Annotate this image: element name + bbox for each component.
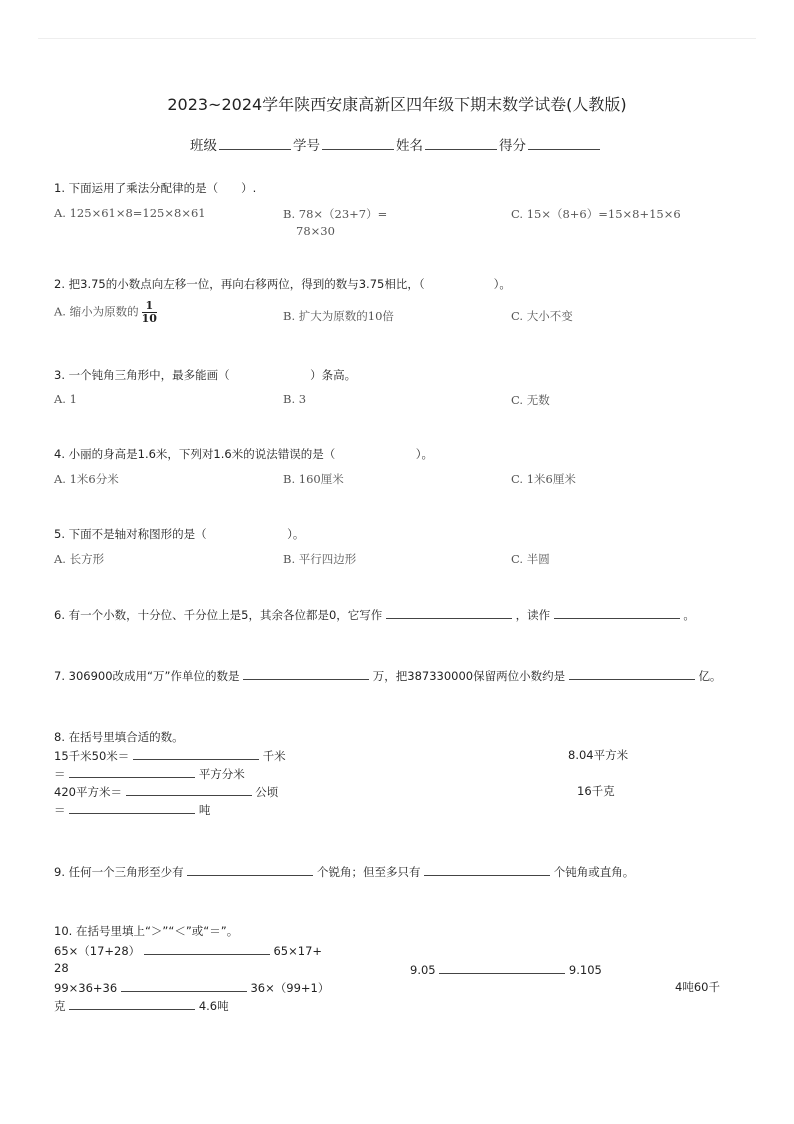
question-1-option-a[interactable]: A. 125×61×8=125×8×61 [54, 206, 206, 220]
question-5-stem: 5. 下面不是轴对称图形的是（ ）。 [54, 527, 305, 541]
question-10-row-2 [410, 961, 602, 977]
question-6-text-1: 6. 有一个小数，十分位、千分位上是5，其余各位都是0，它写作 [54, 608, 383, 622]
number-label: 学号 [293, 138, 320, 154]
question-10-row-1 [54, 942, 322, 959]
number-blank[interactable] [322, 137, 394, 150]
question-9 [54, 863, 634, 880]
question-10-row-3 [54, 979, 329, 996]
question-4-option-c[interactable]: C. 1米6厘米 [511, 472, 576, 486]
question-10-row-4-right: 4.6吨 [198, 999, 229, 1013]
question-10-blank-4[interactable] [69, 997, 195, 1010]
question-9-text-1: 9. 任何一个三角形至少有 [54, 865, 184, 879]
question-6-blank-2[interactable] [554, 606, 680, 619]
question-3-option-b[interactable]: B. 3 [283, 392, 307, 406]
question-4-option-b[interactable]: B. 160厘米 [283, 472, 344, 486]
question-8-row-1-unit: 千米 [262, 749, 286, 763]
question-5-option-b[interactable]: B. 平行四边形 [283, 552, 357, 566]
top-divider [38, 38, 756, 39]
question-4-option-a[interactable]: A. 1米6分米 [54, 472, 119, 486]
question-6-text-3: 。 [683, 608, 695, 622]
question-1-option-b[interactable]: B. 78×（23+7）= [283, 207, 388, 221]
name-blank[interactable] [425, 137, 497, 150]
question-4-stem: 4. 小丽的身高是1.6米，下列对1.6米的说法错误的是（ ）。 [54, 447, 433, 461]
page-title: 2023~2024学年陕西安康高新区四年级下期末数学试卷(人教版) [167, 95, 627, 114]
question-10-row-3-right: 36×（99+1） [250, 981, 330, 995]
question-7-blank-1[interactable] [243, 667, 369, 680]
question-1-stem: 1. 下面运用了乘法分配律的是（ ）. [54, 181, 257, 195]
question-8-row-3-right: 16千克 [577, 784, 615, 798]
question-8-row-4-unit: 吨 [198, 803, 211, 817]
question-9-blank-2[interactable] [424, 863, 550, 876]
question-6-blank-1[interactable] [386, 606, 512, 619]
question-8-blank-4[interactable] [69, 801, 195, 814]
question-8-row-4-eq: ＝ [54, 803, 66, 817]
name-label: 姓名 [396, 138, 423, 154]
question-8-row-3-left: 420平方米＝ [54, 785, 122, 799]
question-8-row-1-right: 8.04平方米 [568, 748, 629, 762]
question-5-option-a[interactable]: A. 长方形 [54, 552, 105, 566]
question-3-stem: 3. 一个钝角三角形中，最多能画（ ）条高。 [54, 368, 357, 382]
question-8-row-3 [54, 783, 278, 800]
question-7-text-2: 万，把387330000保留两位小数约是 [372, 669, 566, 683]
question-10-row-4-left: 克 [54, 999, 66, 1013]
question-10-row-3-far: 4吨60千 [675, 980, 720, 994]
score-label: 得分 [499, 138, 526, 154]
class-blank[interactable] [219, 137, 291, 150]
question-10-row-1-left: 65×（17+28） [54, 944, 141, 958]
fraction-numerator: 1 [142, 300, 157, 313]
question-2-stem: 2. 把3.75的小数点向左移一位，再向右移两位，得到的数与3.75相比，（ ）。 [54, 277, 511, 291]
question-9-text-2: 个锐角；但至多只有 [316, 865, 421, 879]
question-10-blank-2[interactable] [439, 961, 565, 974]
score-blank[interactable] [528, 137, 600, 150]
question-9-blank-1[interactable] [187, 863, 313, 876]
question-2-option-c[interactable]: C. 大小不变 [511, 309, 573, 323]
question-7-blank-2[interactable] [569, 667, 695, 680]
question-7-text-1: 7. 306900改成用“万”作单位的数是 [54, 669, 240, 683]
question-8-row-4 [54, 801, 210, 818]
question-7-text-3: 亿。 [698, 669, 722, 683]
question-10-row-2-a: 9.05 [410, 963, 436, 977]
fraction-denominator: 10 [141, 312, 157, 325]
question-7 [54, 667, 721, 684]
question-10-blank-3[interactable] [121, 979, 247, 992]
question-8-row-2-unit: 平方分米 [198, 767, 245, 781]
question-10-blank-1[interactable] [144, 942, 270, 955]
question-2-option-b[interactable]: B. 扩大为原数的10倍 [283, 309, 394, 323]
question-10-row-2-left: 28 [54, 961, 69, 975]
question-8-row-2 [54, 765, 245, 782]
question-8-row-2-eq: ＝ [54, 767, 66, 781]
question-9-text-3: 个钝角或直角。 [553, 865, 635, 879]
question-8-blank-1[interactable] [133, 747, 259, 760]
question-10-row-2-b: 9.105 [568, 963, 602, 977]
student-info-line [190, 134, 602, 154]
question-8-row-1 [54, 747, 286, 764]
class-label: 班级 [190, 138, 217, 154]
question-1-option-b-cont: 78×30 [296, 224, 335, 238]
question-3-option-c[interactable]: C. 无数 [511, 393, 550, 407]
question-2-option-a[interactable] [54, 300, 157, 325]
question-10-row-1-right: 65×17+ [273, 944, 323, 958]
question-8-stem: 8. 在括号里填合适的数。 [54, 730, 184, 744]
question-5-option-c[interactable]: C. 半圆 [511, 552, 550, 566]
question-1-option-c[interactable]: C. 15×（8+6）=15×8+15×6 [511, 207, 681, 221]
question-8-row-1-left: 15千米50米＝ [54, 749, 130, 763]
question-10-stem: 10. 在括号里填上“＞”“＜”或“＝”。 [54, 924, 239, 938]
question-2-option-a-text: A. 缩小为原数的 [54, 304, 139, 319]
question-8-blank-3[interactable] [126, 783, 252, 796]
question-8-blank-2[interactable] [69, 765, 195, 778]
question-6 [54, 606, 695, 623]
question-8-row-3-unit: 公顷 [255, 785, 279, 799]
fraction [142, 300, 157, 325]
question-10-row-4 [54, 997, 229, 1014]
question-3-option-a[interactable]: A. 1 [54, 392, 77, 406]
question-6-text-2: ，读作 [515, 608, 551, 622]
question-10-row-3-left: 99×36+36 [54, 981, 118, 995]
